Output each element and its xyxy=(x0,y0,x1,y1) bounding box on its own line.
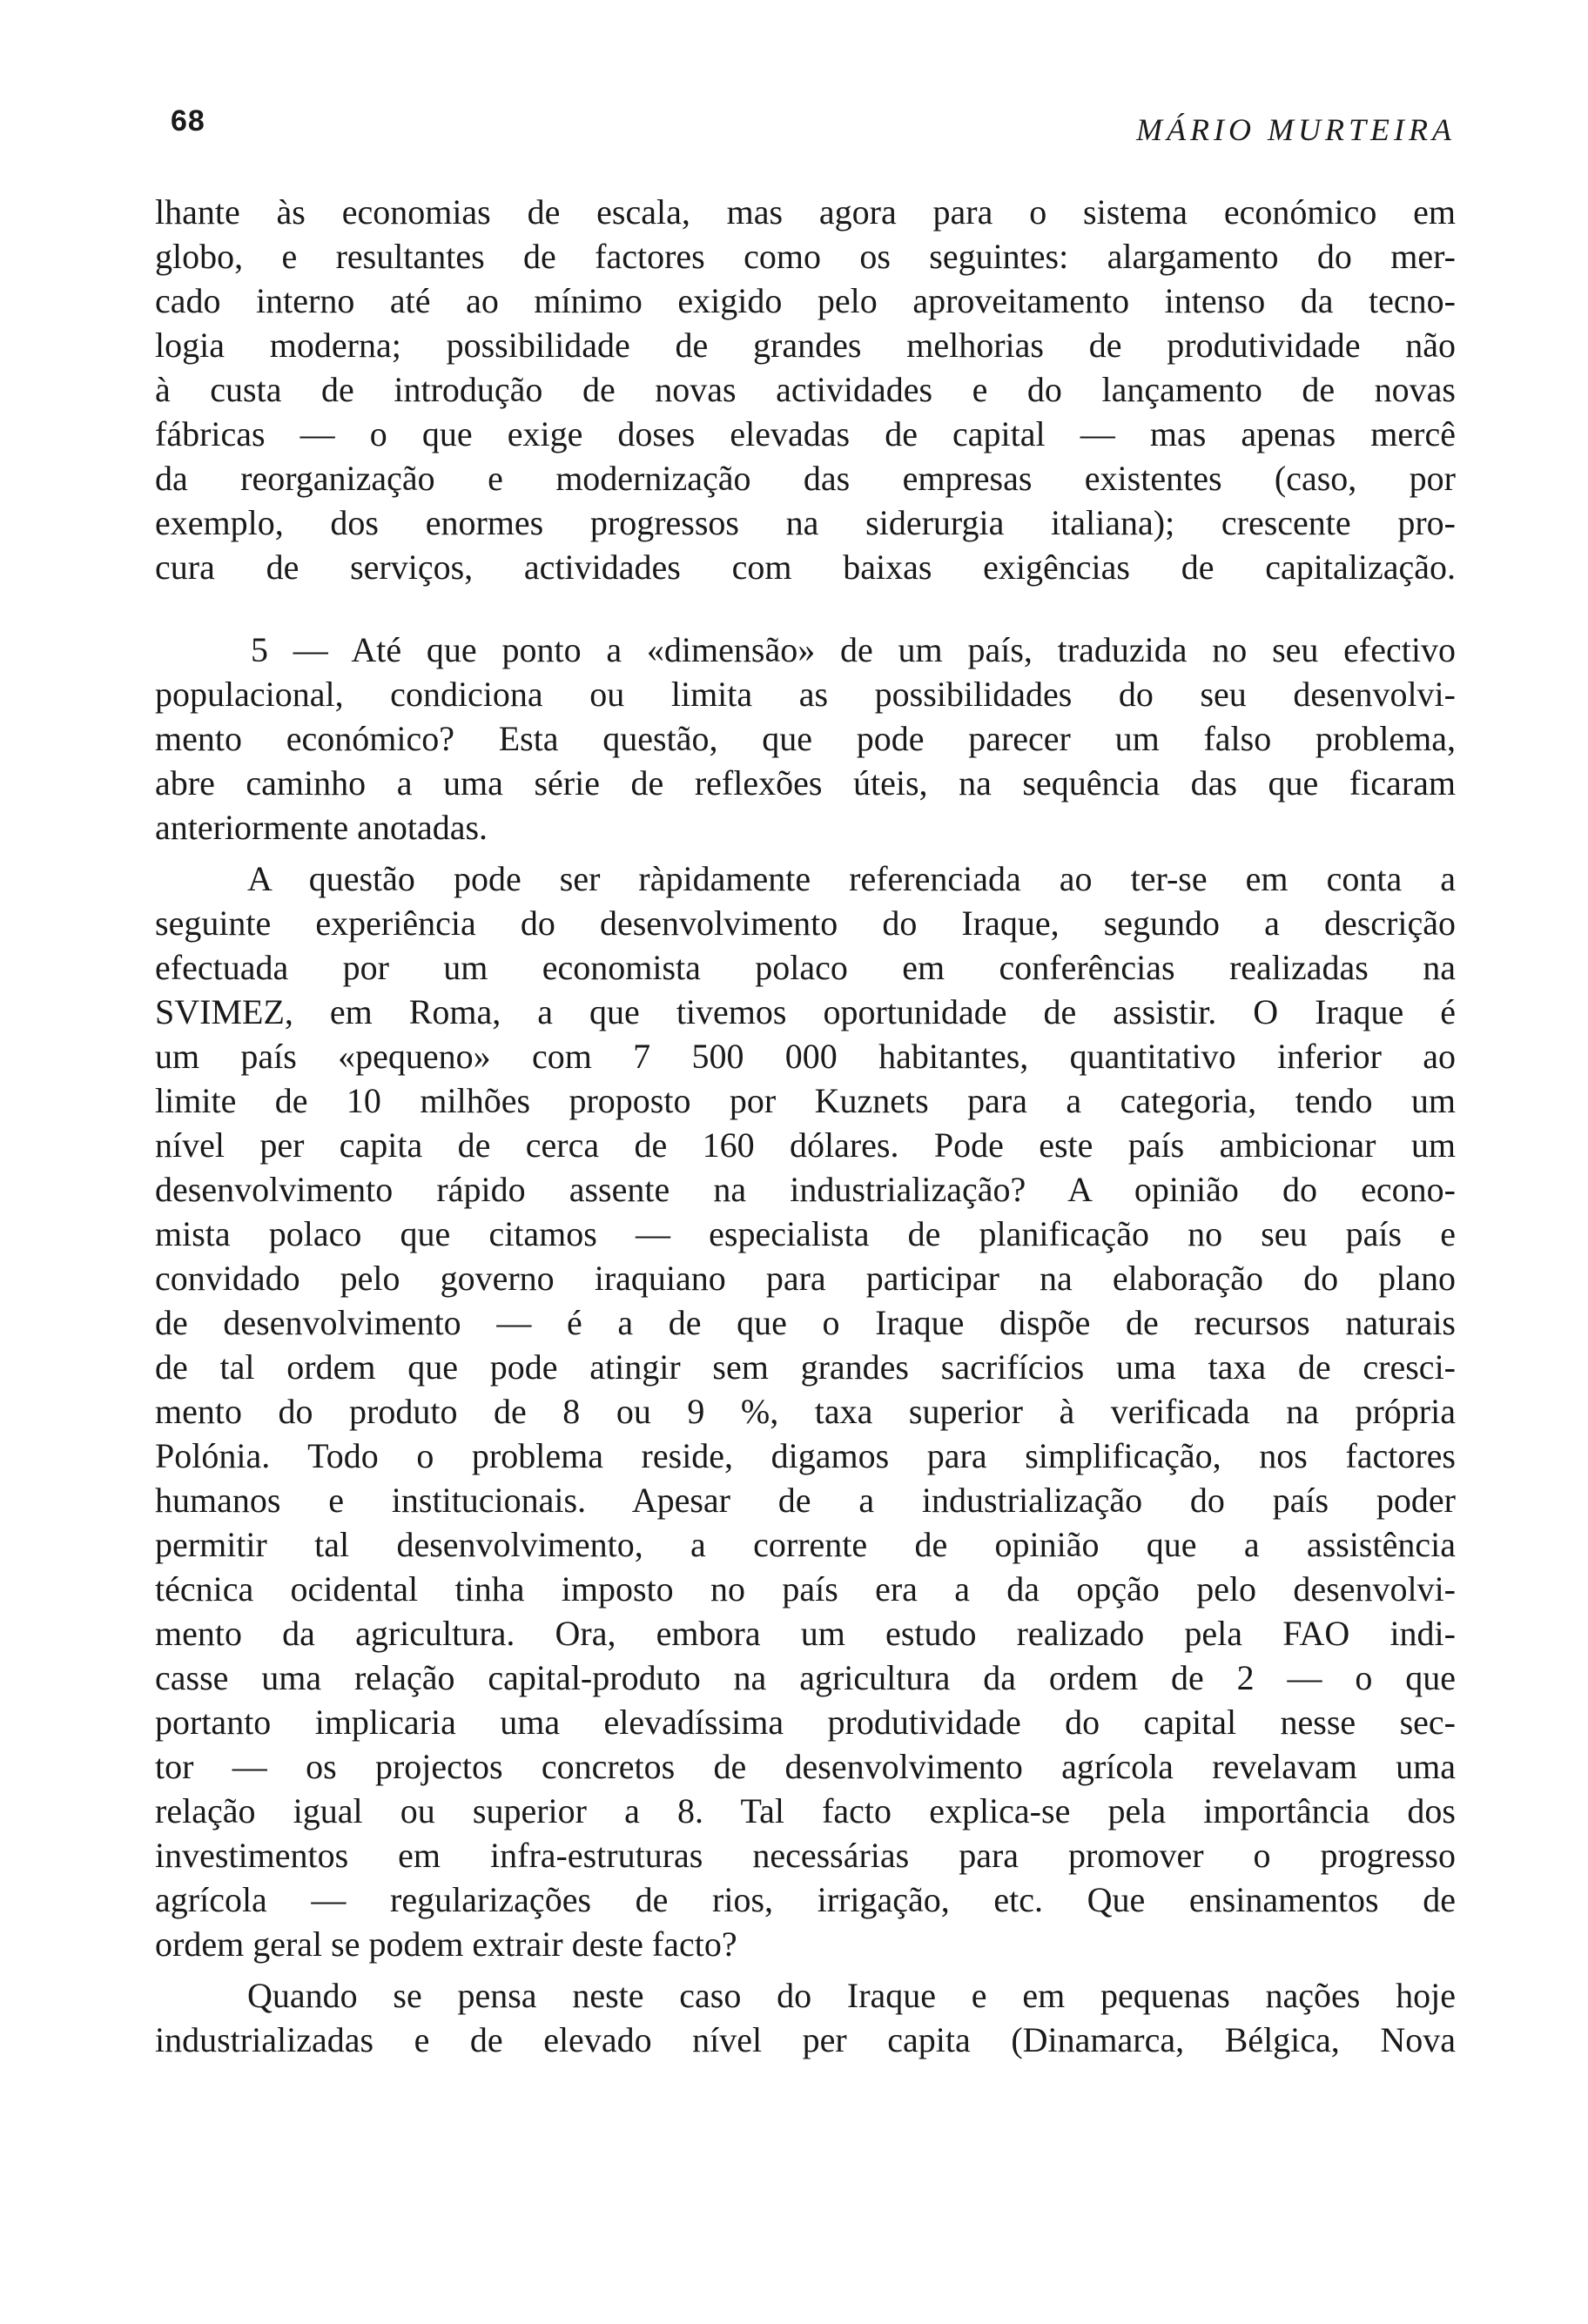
text-line: efectuada por um economista polaco em conferências realizadas na xyxy=(155,948,1456,987)
page-header xyxy=(171,104,1456,157)
text-line: ordem geral se podem extrair deste facto? xyxy=(155,1924,737,1964)
text-line: Polónia. Todo o problema reside, digamos para simplificação, nos factores xyxy=(155,1436,1456,1475)
paragraph xyxy=(155,1973,1456,2062)
text-line: fábricas — o que exige doses elevadas de capital — mas apenas mercê xyxy=(155,414,1456,453)
body-text xyxy=(155,190,1456,2062)
paragraph-gap xyxy=(155,850,1456,856)
text-line: casse uma relação capital-produto na agricultura da ordem de 2 — o que xyxy=(155,1658,1456,1697)
page-number: 68 xyxy=(171,104,205,138)
text-line: Quando se pensa neste caso do Iraque e em pequenas nações hoje xyxy=(247,1976,1456,2015)
text-line: A questão pode ser ràpidamente referenciada ao ter-se em conta a xyxy=(247,859,1456,898)
text-line: mento do produto de 8 ou 9 %, taxa superior à verificada na própria xyxy=(155,1392,1456,1431)
text-line: tor — os projectos concretos de desenvolvimento agrícola revelavam uma xyxy=(155,1747,1456,1786)
text-line: agrícola — regularizações de rios, irrigação, etc. Que ensinamentos de xyxy=(155,1880,1456,1919)
paragraph xyxy=(155,856,1456,1966)
text-line: investimentos em infra-estruturas necessárias para promover o progresso xyxy=(155,1836,1456,1875)
text-line: SVIMEZ, em Roma, a que tivemos oportunidade de assistir. O Iraque é xyxy=(155,992,1456,1031)
text-line: de tal ordem que pode atingir sem grandes sacrifícios uma taxa de cresci- xyxy=(155,1347,1456,1387)
text-line: à custa de introdução de novas actividades e do lançamento de novas xyxy=(155,370,1456,409)
text-line: um país «pequeno» com 7 500 000 habitantes, quantitativo inferior ao xyxy=(155,1037,1456,1076)
paragraph-gap xyxy=(155,589,1456,628)
text-line: mista polaco que citamos — especialista de planificação no seu país e xyxy=(155,1214,1456,1253)
text-line: humanos e institucionais. Apesar de a industrialização do país poder xyxy=(155,1481,1456,1520)
text-line: 5 — Até que ponto a «dimensão» de um país, traduzida no seu efectivo xyxy=(251,630,1456,669)
text-line: da reorganização e modernização das empresas existentes (caso, por xyxy=(155,459,1456,498)
text-line: de desenvolvimento — é a de que o Iraque dispõe de recursos naturais xyxy=(155,1303,1456,1342)
paragraph xyxy=(155,628,1456,850)
text-line: desenvolvimento rápido assente na industrialização? A opinião do econo- xyxy=(155,1170,1456,1209)
text-line: portanto implicaria uma elevadíssima produtividade do capital nesse sec- xyxy=(155,1703,1456,1742)
text-line: mento da agricultura. Ora, embora um estudo realizado pela FAO indi- xyxy=(155,1614,1456,1653)
text-line: logia moderna; possibilidade de grandes melhorias de produtividade não xyxy=(155,326,1456,365)
text-line: cado interno até ao mínimo exigido pelo aproveitamento intenso da tecno- xyxy=(155,281,1456,320)
text-line: exemplo, dos enormes progressos na siderurgia italiana); crescente pro- xyxy=(155,503,1456,542)
text-line: globo, e resultantes de factores como os seguintes: alargamento do mer- xyxy=(155,237,1456,276)
text-line: populacional, condiciona ou limita as possibilidades do seu desenvolvi- xyxy=(155,675,1456,714)
text-line: anteriormente anotadas. xyxy=(155,808,488,847)
text-line: nível per capita de cerca de 160 dólares. Pode este país ambicionar um xyxy=(155,1125,1456,1165)
text-line: abre caminho a uma série de reflexões úteis, na sequência das que ficaram xyxy=(155,763,1456,803)
text-line: industrializadas e de elevado nível per capita (Dinamarca, Bélgica, Nova xyxy=(155,2020,1456,2059)
text-line: cura de serviços, actividades com baixas exigências de capitalização. xyxy=(155,547,1456,587)
text-line: limite de 10 milhões proposto por Kuznets para a categoria, tendo um xyxy=(155,1081,1456,1120)
running-head: MÁRIO MURTEIRA xyxy=(1136,112,1456,147)
text-line: lhante às economias de escala, mas agora para o sistema económico em xyxy=(155,192,1456,232)
text-line: técnica ocidental tinha imposto no país era a da opção pelo desenvolvi- xyxy=(155,1569,1456,1609)
text-line: relação igual ou superior a 8. Tal facto explica-se pela importância dos xyxy=(155,1791,1456,1830)
text-line: seguinte experiência do desenvolvimento do Iraque, segundo a descrição xyxy=(155,903,1456,943)
paragraph xyxy=(155,190,1456,589)
text-line: convidado pelo governo iraquiano para participar na elaboração do plano xyxy=(155,1259,1456,1298)
text-line: permitir tal desenvolvimento, a corrente de opinião que a assistência xyxy=(155,1525,1456,1564)
text-line: mento económico? Esta questão, que pode parecer um falso problema, xyxy=(155,719,1456,758)
paragraph-gap xyxy=(155,1966,1456,1973)
